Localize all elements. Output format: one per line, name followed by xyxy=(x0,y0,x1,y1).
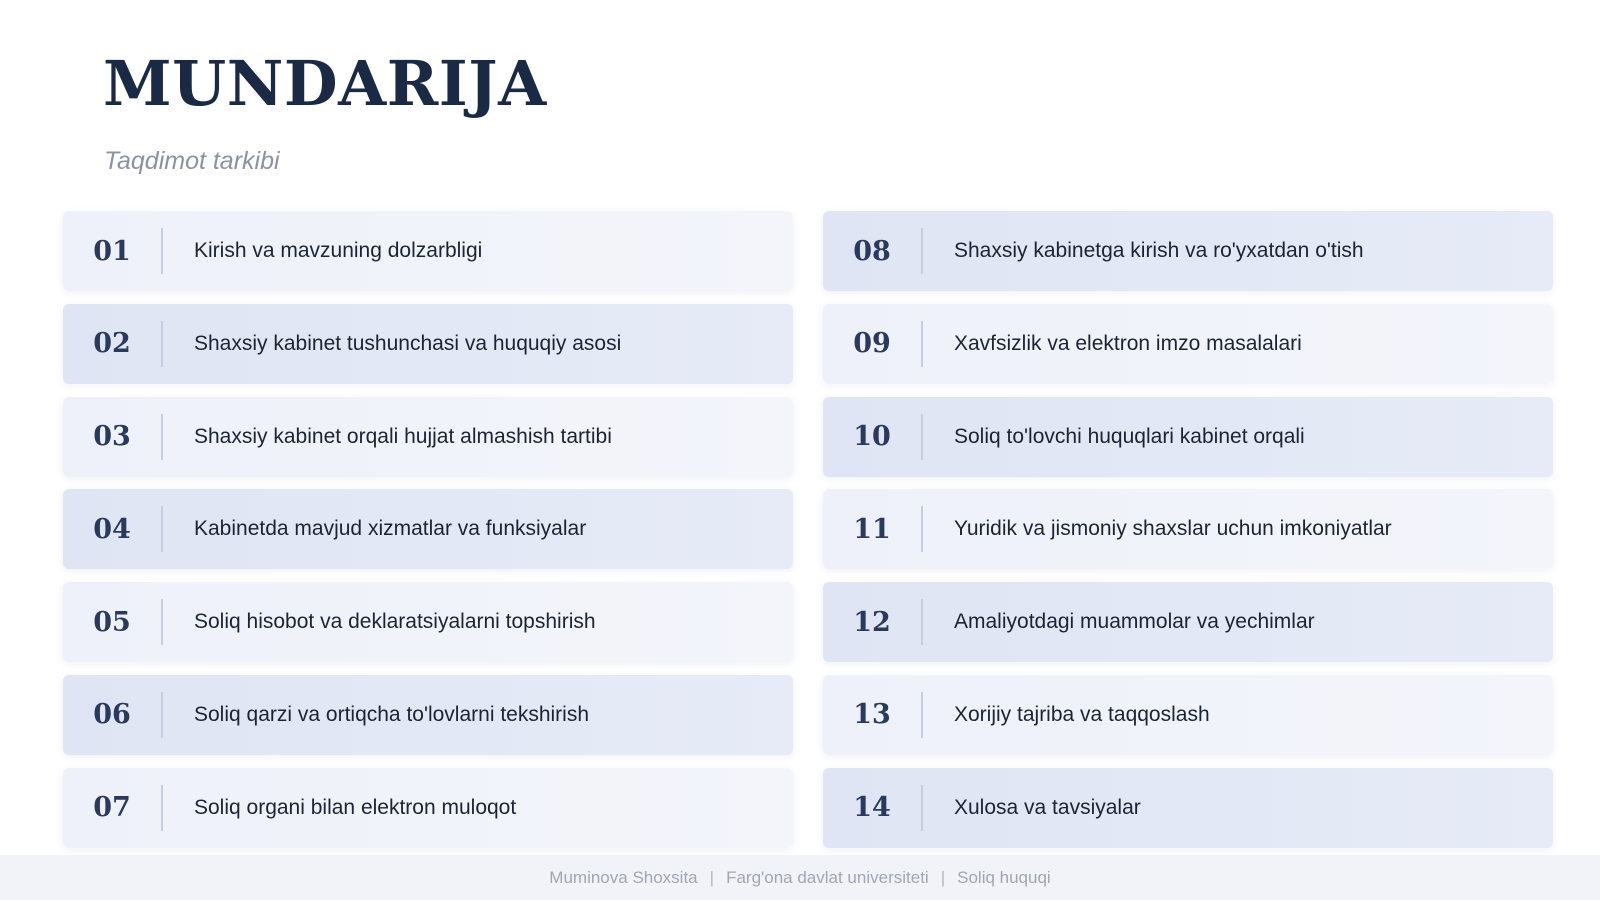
item-number: 11 xyxy=(853,513,891,545)
item-divider xyxy=(161,228,163,274)
item-label: Kabinetda mavjud xizmatlar va funksiyalar xyxy=(194,517,587,541)
footer-university: Farg'ona davlat universiteti xyxy=(726,867,929,887)
item-number: 02 xyxy=(93,328,131,360)
item-label: Soliq hisobot va deklaratsiyalarni topshirish xyxy=(194,610,596,634)
item-number: 10 xyxy=(853,421,891,453)
item-divider xyxy=(161,785,163,831)
item-divider xyxy=(921,228,923,274)
item-label: Yuridik va jismoniy shaxslar uchun imkoniyatlar xyxy=(954,517,1392,541)
item-number: 06 xyxy=(93,699,131,731)
item-label: Kirish va mavzuning dolzarbligi xyxy=(194,239,483,262)
item-divider xyxy=(161,599,163,645)
page-subtitle: Taqdimot tarkibi xyxy=(104,147,280,175)
contents-item-12[interactable] xyxy=(823,582,1553,662)
contents-item-11[interactable] xyxy=(823,489,1553,569)
contents-item-02[interactable] xyxy=(63,304,793,384)
item-label: Shaxsiy kabinet orqali hujjat almashish tartibi xyxy=(194,424,612,448)
item-label: Soliq to'lovchi huquqlari kabinet orqali xyxy=(954,424,1305,448)
contents-item-03[interactable] xyxy=(63,397,793,477)
page-title: MUNDARIJA xyxy=(103,47,547,120)
contents-item-07[interactable] xyxy=(63,768,793,848)
item-number: 03 xyxy=(93,421,131,453)
item-number: 14 xyxy=(853,792,891,824)
contents-item-13[interactable] xyxy=(823,675,1553,755)
item-divider xyxy=(161,321,163,367)
item-number: 12 xyxy=(853,606,891,638)
item-label: Xavfsizlik va elektron imzo masalalari xyxy=(954,331,1302,355)
contents-item-10[interactable] xyxy=(823,397,1553,477)
item-number: 13 xyxy=(853,699,891,731)
item-label: Xulosa va tavsiyalar xyxy=(954,795,1141,819)
item-divider xyxy=(161,506,163,552)
item-divider xyxy=(921,599,923,645)
item-number: 04 xyxy=(93,513,131,545)
item-label: Soliq qarzi va ortiqcha to'lovlarni tekshirish xyxy=(194,702,590,726)
footer-subject: Soliq huquqi xyxy=(957,867,1051,887)
item-number: 09 xyxy=(853,328,891,360)
item-number: 07 xyxy=(93,792,131,824)
contents-item-06[interactable] xyxy=(63,675,793,755)
footer xyxy=(0,855,1600,900)
item-label: Shaxsiy kabinet tushunchasi va huquqiy asosi xyxy=(194,331,622,355)
item-divider xyxy=(921,321,923,367)
contents-item-09[interactable] xyxy=(823,304,1553,384)
item-divider xyxy=(921,692,923,738)
item-divider xyxy=(161,414,163,460)
item-label: Soliq organi bilan elektron muloqot xyxy=(194,795,517,819)
item-label: Amaliyotdagi muammolar va yechimlar xyxy=(954,610,1315,634)
item-number: 05 xyxy=(93,606,131,638)
item-divider xyxy=(161,692,163,738)
item-divider xyxy=(921,506,923,552)
item-number: 08 xyxy=(853,235,891,267)
contents-list xyxy=(63,211,1553,848)
item-label: Shaxsiy kabinetga kirish va ro'yxatdan o'tish xyxy=(954,239,1364,262)
item-divider xyxy=(921,414,923,460)
footer-author: Muminova Shoxsita xyxy=(549,867,698,887)
item-label: Xorijiy tajriba va taqqoslash xyxy=(954,702,1210,726)
contents-item-05[interactable] xyxy=(63,582,793,662)
footer-separator: | xyxy=(709,867,715,887)
contents-item-14[interactable] xyxy=(823,768,1553,848)
contents-item-08[interactable] xyxy=(823,211,1553,291)
footer-separator: | xyxy=(940,867,946,887)
contents-item-01[interactable] xyxy=(63,211,793,291)
contents-item-04[interactable] xyxy=(63,489,793,569)
item-divider xyxy=(921,785,923,831)
item-number: 01 xyxy=(93,235,131,267)
